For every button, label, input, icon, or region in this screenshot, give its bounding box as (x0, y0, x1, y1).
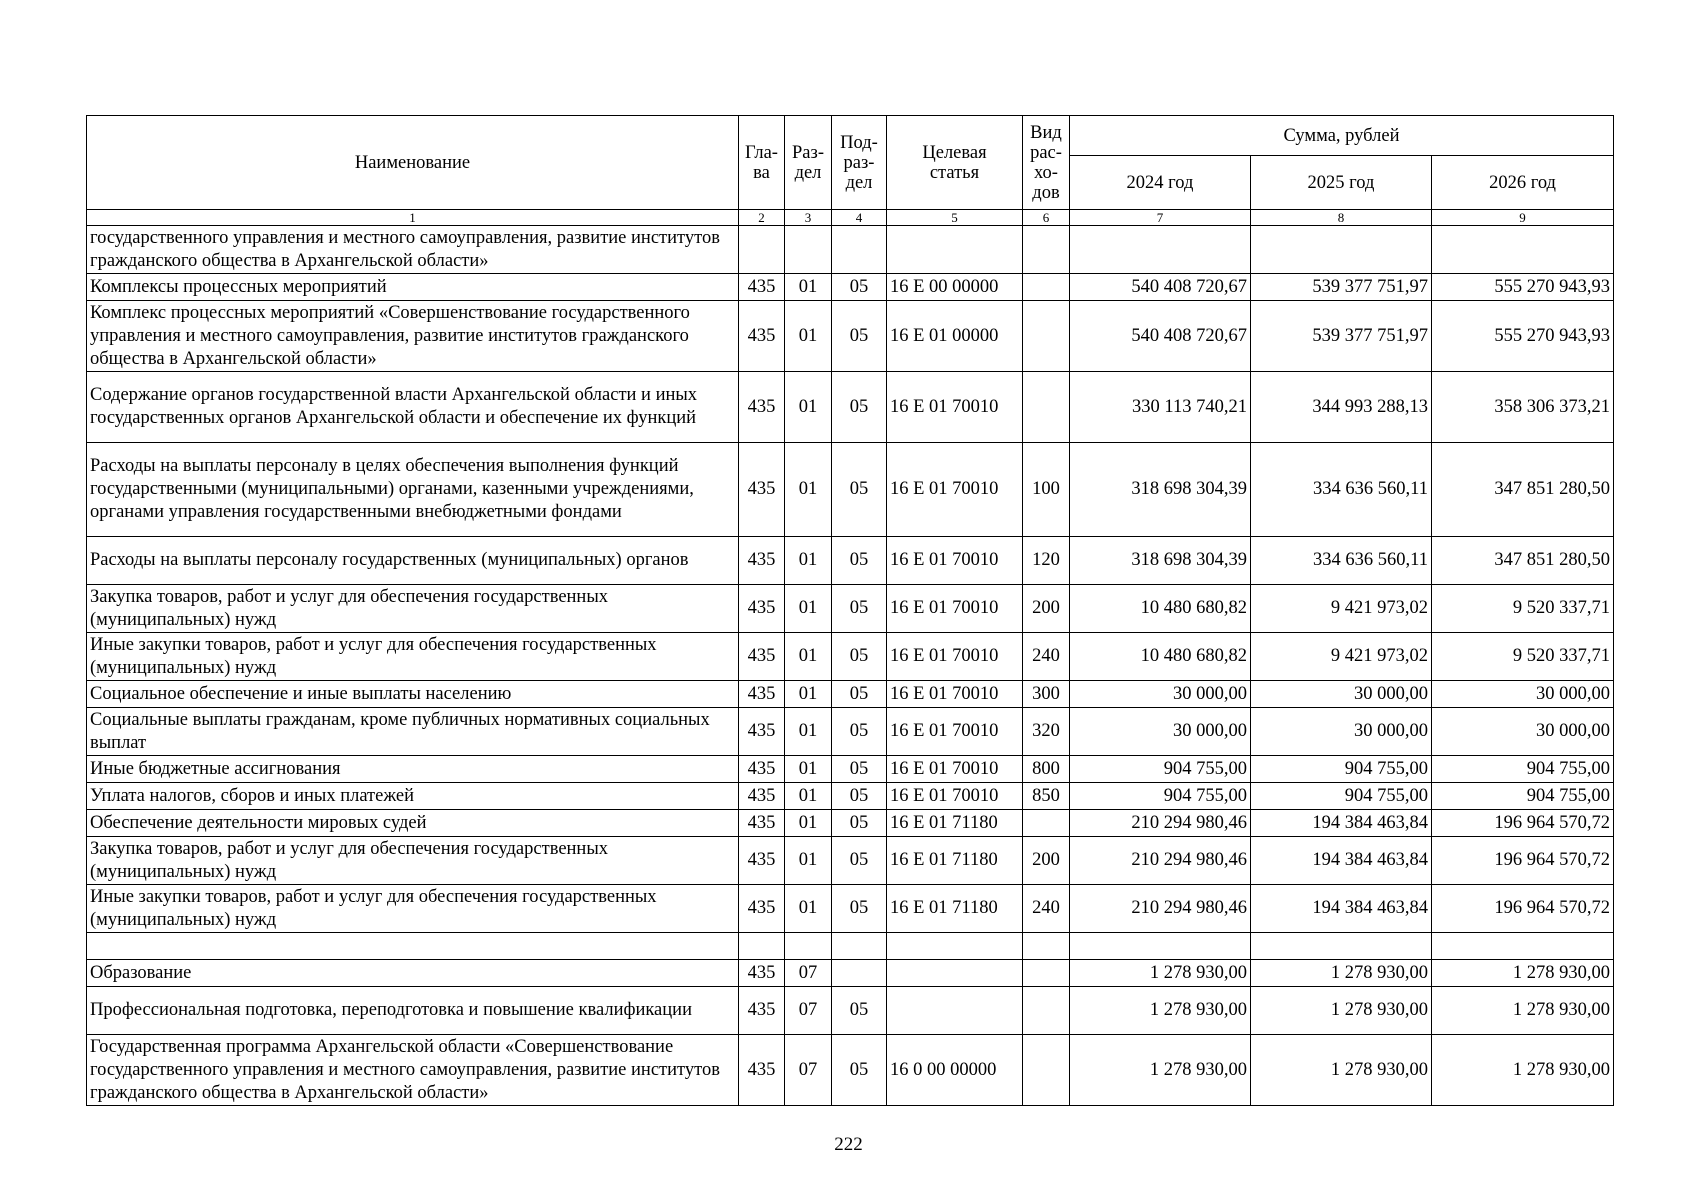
budget-table (86, 115, 1614, 1106)
row-vid: 120 (1023, 537, 1070, 585)
header-year-2024: 2024 год (1070, 156, 1251, 210)
row-amount-2024 (1070, 933, 1251, 960)
row-razdel: 07 (785, 987, 832, 1035)
row-vid (1023, 810, 1070, 837)
row-podrazdel: 05 (832, 885, 887, 933)
table-header (87, 116, 1614, 226)
row-glava: 435 (739, 960, 785, 987)
row-podrazdel: 05 (832, 681, 887, 708)
row-vid: 240 (1023, 633, 1070, 681)
row-amount-2025: 539 377 751,97 (1251, 274, 1432, 301)
row-glava: 435 (739, 987, 785, 1035)
row-razdel: 01 (785, 837, 832, 885)
row-amount-2026: 555 270 943,93 (1432, 301, 1614, 372)
row-amount-2024: 30 000,00 (1070, 681, 1251, 708)
row-amount-2026: 1 278 930,00 (1432, 987, 1614, 1035)
column-number: 5 (887, 210, 1023, 226)
row-vid: 100 (1023, 443, 1070, 537)
header-name: Наименование (87, 116, 739, 210)
row-target: 16 Е 01 70010 (887, 585, 1023, 633)
row-name: Комплексы процессных мероприятий (87, 274, 739, 301)
row-glava (739, 933, 785, 960)
table-row (87, 960, 1614, 987)
row-name: Расходы на выплаты персоналу в целях обеспечения выполнения функций государственными (муниципальными) органами, казенными учреждениями, органами управления государственными внебюджетными фондами (87, 443, 739, 537)
row-glava: 435 (739, 681, 785, 708)
row-podrazdel: 05 (832, 372, 887, 443)
row-amount-2026 (1432, 933, 1614, 960)
row-name: Иные закупки товаров, работ и услуг для обеспечения государственных (муниципальных) нужд (87, 633, 739, 681)
row-vid (1023, 372, 1070, 443)
row-amount-2024: 10 480 680,82 (1070, 585, 1251, 633)
row-target: 16 Е 01 70010 (887, 783, 1023, 810)
row-glava: 435 (739, 443, 785, 537)
row-razdel: 01 (785, 537, 832, 585)
row-glava: 435 (739, 885, 785, 933)
row-amount-2026: 555 270 943,93 (1432, 274, 1614, 301)
row-name: Иные закупки товаров, работ и услуг для обеспечения государственных (муниципальных) нужд (87, 885, 739, 933)
row-amount-2026 (1432, 226, 1614, 274)
table-row (87, 1035, 1614, 1106)
table-row (87, 810, 1614, 837)
header-podrazdel (832, 116, 887, 210)
row-razdel (785, 933, 832, 960)
table-row (87, 372, 1614, 443)
row-amount-2025: 9 421 973,02 (1251, 585, 1432, 633)
row-amount-2025: 194 384 463,84 (1251, 885, 1432, 933)
column-number: 7 (1070, 210, 1251, 226)
row-amount-2024: 540 408 720,67 (1070, 301, 1251, 372)
row-target: 16 Е 01 70010 (887, 443, 1023, 537)
table-row (87, 274, 1614, 301)
table-row (87, 537, 1614, 585)
table-row (87, 681, 1614, 708)
row-glava: 435 (739, 783, 785, 810)
header-summa: Сумма, рублей (1070, 116, 1614, 156)
column-number-row (87, 210, 1614, 226)
row-target: 16 Е 01 71180 (887, 810, 1023, 837)
row-amount-2024: 904 755,00 (1070, 756, 1251, 783)
row-amount-2026: 9 520 337,71 (1432, 633, 1614, 681)
row-amount-2024: 10 480 680,82 (1070, 633, 1251, 681)
row-podrazdel (832, 226, 887, 274)
row-target (887, 933, 1023, 960)
row-vid (1023, 987, 1070, 1035)
row-amount-2026: 196 964 570,72 (1432, 885, 1614, 933)
row-razdel: 01 (785, 756, 832, 783)
row-podrazdel: 05 (832, 987, 887, 1035)
table-row (87, 837, 1614, 885)
row-amount-2024: 30 000,00 (1070, 708, 1251, 756)
row-name: Обеспечение деятельности мировых судей (87, 810, 739, 837)
row-vid (1023, 274, 1070, 301)
row-podrazdel: 05 (832, 301, 887, 372)
row-amount-2026: 196 964 570,72 (1432, 837, 1614, 885)
row-amount-2026: 196 964 570,72 (1432, 810, 1614, 837)
row-vid: 300 (1023, 681, 1070, 708)
row-glava: 435 (739, 756, 785, 783)
row-amount-2025: 9 421 973,02 (1251, 633, 1432, 681)
row-glava: 435 (739, 1035, 785, 1106)
row-amount-2026: 9 520 337,71 (1432, 585, 1614, 633)
row-glava: 435 (739, 301, 785, 372)
row-razdel: 01 (785, 274, 832, 301)
row-podrazdel: 05 (832, 810, 887, 837)
row-amount-2025: 30 000,00 (1251, 681, 1432, 708)
row-target: 16 Е 01 71180 (887, 837, 1023, 885)
row-razdel: 07 (785, 1035, 832, 1106)
row-name: Социальные выплаты гражданам, кроме публичных нормативных социальных выплат (87, 708, 739, 756)
table-row (87, 708, 1614, 756)
row-podrazdel (832, 933, 887, 960)
row-razdel: 01 (785, 301, 832, 372)
row-amount-2025 (1251, 226, 1432, 274)
row-target (887, 960, 1023, 987)
row-vid: 850 (1023, 783, 1070, 810)
row-name: Комплекс процессных мероприятий «Совершенствование государственного управления и местного самоуправления, развитие институтов гражданского общества в Архангельской области» (87, 301, 739, 372)
row-target: 16 Е 01 70010 (887, 756, 1023, 783)
row-glava: 435 (739, 537, 785, 585)
row-amount-2024 (1070, 226, 1251, 274)
row-podrazdel: 05 (832, 1035, 887, 1106)
row-amount-2024: 540 408 720,67 (1070, 274, 1251, 301)
row-vid (1023, 960, 1070, 987)
row-razdel: 01 (785, 372, 832, 443)
row-razdel: 01 (785, 810, 832, 837)
row-podrazdel: 05 (832, 837, 887, 885)
column-number: 4 (832, 210, 887, 226)
row-amount-2025 (1251, 933, 1432, 960)
header-glava (739, 116, 785, 210)
row-name: Расходы на выплаты персоналу государственных (муниципальных) органов (87, 537, 739, 585)
row-amount-2024: 1 278 930,00 (1070, 1035, 1251, 1106)
column-number: 8 (1251, 210, 1432, 226)
row-amount-2024: 904 755,00 (1070, 783, 1251, 810)
row-razdel: 01 (785, 885, 832, 933)
table-row (87, 756, 1614, 783)
row-podrazdel: 05 (832, 708, 887, 756)
table-row (87, 443, 1614, 537)
row-amount-2024: 330 113 740,21 (1070, 372, 1251, 443)
table-row (87, 633, 1614, 681)
table-row (87, 933, 1614, 960)
row-name: Закупка товаров, работ и услуг для обеспечения государственных (муниципальных) нужд (87, 585, 739, 633)
header-year-2025: 2025 год (1251, 156, 1432, 210)
column-number: 9 (1432, 210, 1614, 226)
table-row (87, 585, 1614, 633)
row-podrazdel: 05 (832, 783, 887, 810)
row-name: государственного управления и местного самоуправления, развитие институтов гражданского общества в Архангельской области» (87, 226, 739, 274)
row-name (87, 933, 739, 960)
row-razdel: 01 (785, 633, 832, 681)
row-amount-2025: 904 755,00 (1251, 756, 1432, 783)
row-glava: 435 (739, 810, 785, 837)
column-number: 3 (785, 210, 832, 226)
table-row (87, 301, 1614, 372)
row-amount-2026: 1 278 930,00 (1432, 960, 1614, 987)
row-amount-2025: 194 384 463,84 (1251, 837, 1432, 885)
header-razdel (785, 116, 832, 210)
table-row (87, 987, 1614, 1035)
row-amount-2025: 539 377 751,97 (1251, 301, 1432, 372)
table-row (87, 783, 1614, 810)
row-amount-2025: 334 636 560,11 (1251, 443, 1432, 537)
row-vid: 320 (1023, 708, 1070, 756)
row-razdel: 01 (785, 585, 832, 633)
row-vid (1023, 301, 1070, 372)
row-podrazdel: 05 (832, 443, 887, 537)
row-amount-2025: 1 278 930,00 (1251, 1035, 1432, 1106)
row-amount-2024: 318 698 304,39 (1070, 443, 1251, 537)
row-amount-2026: 347 851 280,50 (1432, 443, 1614, 537)
column-number: 1 (87, 210, 739, 226)
row-target (887, 987, 1023, 1035)
row-podrazdel: 05 (832, 274, 887, 301)
row-amount-2026: 30 000,00 (1432, 681, 1614, 708)
row-amount-2026: 347 851 280,50 (1432, 537, 1614, 585)
row-podrazdel (832, 960, 887, 987)
row-glava: 435 (739, 372, 785, 443)
row-glava: 435 (739, 708, 785, 756)
row-razdel: 01 (785, 443, 832, 537)
row-vid: 800 (1023, 756, 1070, 783)
row-name: Содержание органов государственной власти Архангельской области и иных государственных органов Архангельской области и обеспечение их функций (87, 372, 739, 443)
row-vid (1023, 933, 1070, 960)
row-name: Закупка товаров, работ и услуг для обеспечения государственных (муниципальных) нужд (87, 837, 739, 885)
column-number: 6 (1023, 210, 1070, 226)
row-vid: 200 (1023, 837, 1070, 885)
row-amount-2025: 904 755,00 (1251, 783, 1432, 810)
row-amount-2024: 1 278 930,00 (1070, 987, 1251, 1035)
row-amount-2025: 344 993 288,13 (1251, 372, 1432, 443)
row-vid: 240 (1023, 885, 1070, 933)
row-name: Социальное обеспечение и иные выплаты населению (87, 681, 739, 708)
row-podrazdel: 05 (832, 756, 887, 783)
row-target: 16 Е 01 70010 (887, 708, 1023, 756)
row-name: Образование (87, 960, 739, 987)
header-razdel-label: Раз- дел (792, 142, 824, 183)
row-target (887, 226, 1023, 274)
row-target: 16 Е 01 70010 (887, 633, 1023, 681)
row-target: 16 Е 01 00000 (887, 301, 1023, 372)
row-glava: 435 (739, 837, 785, 885)
row-amount-2026: 1 278 930,00 (1432, 1035, 1614, 1106)
table-row (87, 226, 1614, 274)
row-amount-2025: 30 000,00 (1251, 708, 1432, 756)
row-vid (1023, 226, 1070, 274)
column-number: 2 (739, 210, 785, 226)
budget-sheet (86, 115, 1613, 1106)
row-glava: 435 (739, 585, 785, 633)
row-name: Профессиональная подготовка, переподготовка и повышение квалификации (87, 987, 739, 1035)
row-amount-2026: 358 306 373,21 (1432, 372, 1614, 443)
row-razdel: 01 (785, 708, 832, 756)
row-amount-2025: 1 278 930,00 (1251, 960, 1432, 987)
table-body (87, 226, 1614, 1106)
row-amount-2024: 318 698 304,39 (1070, 537, 1251, 585)
row-podrazdel: 05 (832, 585, 887, 633)
table-row (87, 885, 1614, 933)
row-target: 16 Е 01 70010 (887, 537, 1023, 585)
row-razdel: 01 (785, 783, 832, 810)
row-glava: 435 (739, 274, 785, 301)
row-razdel (785, 226, 832, 274)
row-target: 16 0 00 00000 (887, 1035, 1023, 1106)
row-amount-2024: 210 294 980,46 (1070, 837, 1251, 885)
row-razdel: 01 (785, 681, 832, 708)
row-amount-2025: 1 278 930,00 (1251, 987, 1432, 1035)
page-number: 222 (834, 1134, 863, 1155)
row-podrazdel: 05 (832, 633, 887, 681)
row-name: Государственная программа Архангельской области «Совершенствование государственного управления и местного самоуправления, развитие институтов гражданского общества в Архангельской области» (87, 1035, 739, 1106)
header-tselevaya (887, 116, 1023, 210)
header-podrazdel-label: Под- раз- дел (840, 132, 878, 193)
row-name: Уплата налогов, сборов и иных платежей (87, 783, 739, 810)
row-glava (739, 226, 785, 274)
header-year-2026: 2026 год (1432, 156, 1614, 210)
row-target: 16 Е 01 71180 (887, 885, 1023, 933)
header-vid (1023, 116, 1070, 210)
row-amount-2025: 334 636 560,11 (1251, 537, 1432, 585)
row-amount-2026: 904 755,00 (1432, 756, 1614, 783)
row-amount-2024: 210 294 980,46 (1070, 810, 1251, 837)
row-amount-2025: 194 384 463,84 (1251, 810, 1432, 837)
row-target: 16 Е 01 70010 (887, 372, 1023, 443)
row-amount-2026: 904 755,00 (1432, 783, 1614, 810)
row-amount-2024: 1 278 930,00 (1070, 960, 1251, 987)
row-vid: 200 (1023, 585, 1070, 633)
row-name: Иные бюджетные ассигнования (87, 756, 739, 783)
row-glava: 435 (739, 633, 785, 681)
row-target: 16 Е 00 00000 (887, 274, 1023, 301)
row-razdel: 07 (785, 960, 832, 987)
row-amount-2024: 210 294 980,46 (1070, 885, 1251, 933)
header-tselevaya-label: Целевая статья (922, 142, 987, 183)
row-amount-2026: 30 000,00 (1432, 708, 1614, 756)
row-target: 16 Е 01 70010 (887, 681, 1023, 708)
row-podrazdel: 05 (832, 537, 887, 585)
header-vid-label: Вид рас- хо- дов (1030, 122, 1062, 203)
row-vid (1023, 1035, 1070, 1106)
header-glava-label: Гла- ва (745, 142, 778, 183)
